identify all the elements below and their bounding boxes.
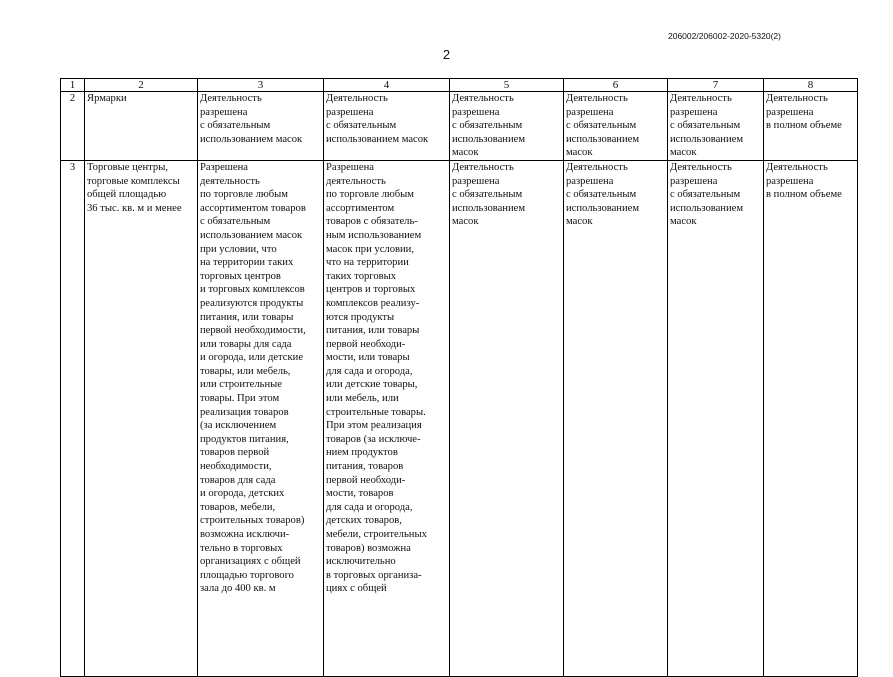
cell-text-line: в торговых организа-	[326, 569, 422, 581]
column-number: 3	[198, 79, 324, 92]
table-row	[61, 160, 858, 676]
cell-text-line: товаров (за исключе-	[326, 433, 421, 445]
cell-text-line: питания, товаров	[326, 461, 404, 473]
cell-text-line: строительных товаров)	[200, 515, 305, 527]
cell-text-line: ным использованием	[326, 229, 422, 241]
cell-text-line: деятельность	[326, 175, 386, 187]
cell-text-line: с обязательным	[200, 120, 271, 132]
cell-text-line: циях с общей	[326, 583, 387, 595]
regime-cell	[198, 92, 324, 161]
cell-text-line: торговые комплексы	[87, 175, 180, 187]
page-number: 2	[442, 47, 451, 62]
cell-text-line: или детские товары,	[326, 379, 418, 391]
cell-text-line: При этом реализация	[326, 420, 422, 432]
cell-text-line: с обязательным	[670, 120, 741, 132]
regime-cell	[564, 160, 668, 676]
column-number: 2	[85, 79, 198, 92]
cell-text-line: масок при условии,	[326, 243, 414, 255]
cell-text-line: использованием	[452, 202, 526, 214]
cell-text-line: использованием	[566, 133, 640, 145]
cell-text-line: использованием масок	[326, 133, 429, 145]
cell-text-line: мебели, строительных	[326, 529, 427, 540]
cell-text-line: Деятельность	[452, 93, 514, 104]
cell-text-line: для сада и огорода,	[326, 365, 413, 377]
cell-text-line: детских товаров,	[326, 515, 402, 527]
cell-text-line: Разрешена	[326, 161, 375, 173]
cell-text-line: разрешена	[566, 106, 614, 118]
cell-text-line: с обязательным	[670, 189, 741, 201]
cell-text-line: что на территории	[326, 257, 409, 269]
facility-name-cell	[85, 92, 198, 161]
column-number: 7	[668, 79, 764, 92]
cell-text-line: использованием масок	[200, 133, 303, 145]
cell-text-line: Разрешена	[200, 161, 249, 173]
cell-text-line: мости, товаров	[326, 488, 394, 500]
cell-text-line: Деятельность	[766, 161, 828, 173]
cell-text-line: товары, или мебель,	[200, 365, 291, 377]
cell-text-line: реализация товаров	[200, 406, 289, 418]
cell-text-line: исключительно	[326, 556, 396, 568]
cell-text-line: ются продукты	[326, 311, 395, 323]
cell-text-line: таких торговых	[326, 270, 397, 282]
cell-text-line: Деятельность	[766, 93, 828, 104]
cell-text-line: разрешена	[200, 106, 248, 118]
cell-text-line: с обязательным	[566, 189, 637, 201]
cell-text-line: масок	[452, 216, 479, 228]
table-row	[61, 92, 858, 161]
cell-text-line: питания, или товары	[326, 325, 420, 337]
cell-text-line: первой необходи-	[326, 474, 406, 486]
cell-text-line: масок	[670, 216, 697, 228]
cell-text-line: в полном объеме	[766, 120, 842, 132]
cell-text-line: по торговле любым	[200, 189, 288, 201]
cell-text-line: 36 тыс. кв. м и менее	[87, 202, 182, 214]
cell-text-line: разрешена	[766, 175, 814, 187]
cell-text-line: ассортиментом	[326, 202, 395, 214]
cell-text-line: разрешена	[452, 175, 500, 187]
cell-text-line: строительные товары.	[326, 406, 426, 418]
cell-text-line: первой необходимости,	[200, 325, 306, 337]
cell-text-line: товаров для сада	[200, 474, 276, 486]
cell-text-line: товаров, мебели,	[200, 501, 276, 513]
cell-text-line: в полном объеме	[766, 189, 842, 201]
cell-text-line: для сада и огорода,	[326, 501, 413, 513]
regime-cell	[764, 160, 858, 676]
row-number: 3	[61, 160, 85, 676]
cell-text-line: Деятельность	[452, 161, 514, 173]
cell-text-line: при условии, что	[200, 243, 277, 255]
cell-text-line: тельно в торговых	[200, 542, 283, 554]
cell-text-line: товаров) возможна	[326, 542, 411, 554]
cell-text-line: питания, или товары	[200, 311, 294, 323]
cell-text-line: Деятельность	[326, 93, 388, 104]
cell-text-line: разрешена	[452, 106, 500, 118]
cell-text-line: торговых центров	[200, 270, 281, 282]
cell-text-line: площадью торгового	[200, 569, 294, 581]
cell-text-line: разрешена	[670, 106, 718, 118]
cell-text-line: или строительные	[200, 379, 282, 391]
document-id: 206002/206002-2020-5320(2)	[668, 31, 781, 41]
cell-text-line: с обязательным	[200, 216, 271, 228]
cell-text-line: организациях с общей	[200, 556, 301, 568]
cell-text-line: или товары для сада	[200, 338, 292, 350]
cell-text-line: реализуются продукты	[200, 297, 304, 309]
cell-text-line: с обязательным	[452, 120, 523, 132]
cell-text-line: масок	[452, 147, 479, 159]
cell-text-line: и огорода, или детские	[200, 352, 304, 364]
cell-text-line: Деятельность	[200, 93, 262, 104]
cell-text-line: ассортиментом товаров	[200, 202, 306, 214]
cell-text-line: (за исключением	[200, 420, 277, 432]
regulation-table	[60, 78, 858, 677]
cell-text-line: использованием	[670, 202, 744, 214]
cell-text-line: комплексов реализу-	[326, 297, 420, 309]
cell-text-line: товаров с обязатель-	[326, 216, 418, 228]
column-number: 8	[764, 79, 858, 92]
cell-text-line: Деятельность	[670, 161, 732, 173]
cell-text-line: масок	[566, 216, 593, 228]
regime-cell	[668, 92, 764, 161]
cell-text-line: деятельность	[200, 175, 260, 187]
cell-text-line: необходимости,	[200, 461, 272, 473]
cell-text-line: и торговых комплексов	[200, 284, 305, 296]
cell-text-line: на территории таких	[200, 257, 294, 269]
regime-cell	[450, 92, 564, 161]
cell-text-line: или мебель, или	[326, 393, 399, 405]
cell-text-line: товаров первой	[200, 447, 270, 459]
regime-cell	[324, 160, 450, 676]
cell-text-line: зала до 400 кв. м	[200, 583, 276, 595]
cell-text-line: использованием масок	[200, 229, 303, 241]
cell-text-line: мости, или товары	[326, 352, 410, 364]
regime-cell	[764, 92, 858, 161]
cell-text-line: Деятельность	[670, 93, 732, 104]
column-number: 6	[564, 79, 668, 92]
row-number: 2	[61, 92, 85, 161]
regime-cell	[450, 160, 564, 676]
cell-text-line: использованием	[566, 202, 640, 214]
cell-text-line: с обязательным	[566, 120, 637, 132]
cell-text-line: первой необходи-	[326, 338, 406, 350]
regime-cell	[324, 92, 450, 161]
cell-text-line: общей площадью	[87, 189, 167, 201]
cell-text-line: разрешена	[670, 175, 718, 187]
cell-text-line: и огорода, детских	[200, 488, 285, 500]
cell-text-line: масок	[670, 147, 697, 159]
cell-text-line: центров и торговых	[326, 284, 416, 296]
cell-text-line: использованием	[670, 133, 744, 145]
cell-text-line: товары. При этом	[200, 393, 280, 405]
cell-text-line: разрешена	[326, 106, 374, 118]
cell-text-line: с обязательным	[326, 120, 397, 132]
facility-name-cell	[85, 160, 198, 676]
cell-text-line: по торговле любым	[326, 189, 414, 201]
cell-text-line: с обязательным	[452, 189, 523, 201]
column-number: 1	[61, 79, 85, 92]
column-number-row	[61, 79, 858, 92]
cell-text-line: разрешена	[766, 106, 814, 118]
column-number: 4	[324, 79, 450, 92]
cell-text-line: нием продуктов	[326, 447, 398, 459]
cell-text-line: Деятельность	[566, 161, 628, 173]
regime-cell	[198, 160, 324, 676]
cell-text-line: возможна исключи-	[200, 529, 290, 540]
cell-text-line: масок	[566, 147, 593, 159]
regime-cell	[564, 92, 668, 161]
column-number: 5	[450, 79, 564, 92]
cell-text-line: Деятельность	[566, 93, 628, 104]
cell-text-line: разрешена	[566, 175, 614, 187]
regime-cell	[668, 160, 764, 676]
cell-text-line: Торговые центры,	[87, 161, 168, 173]
cell-text-line: Ярмарки	[87, 93, 127, 104]
cell-text-line: использованием	[452, 133, 526, 145]
cell-text-line: продуктов питания,	[200, 433, 289, 445]
